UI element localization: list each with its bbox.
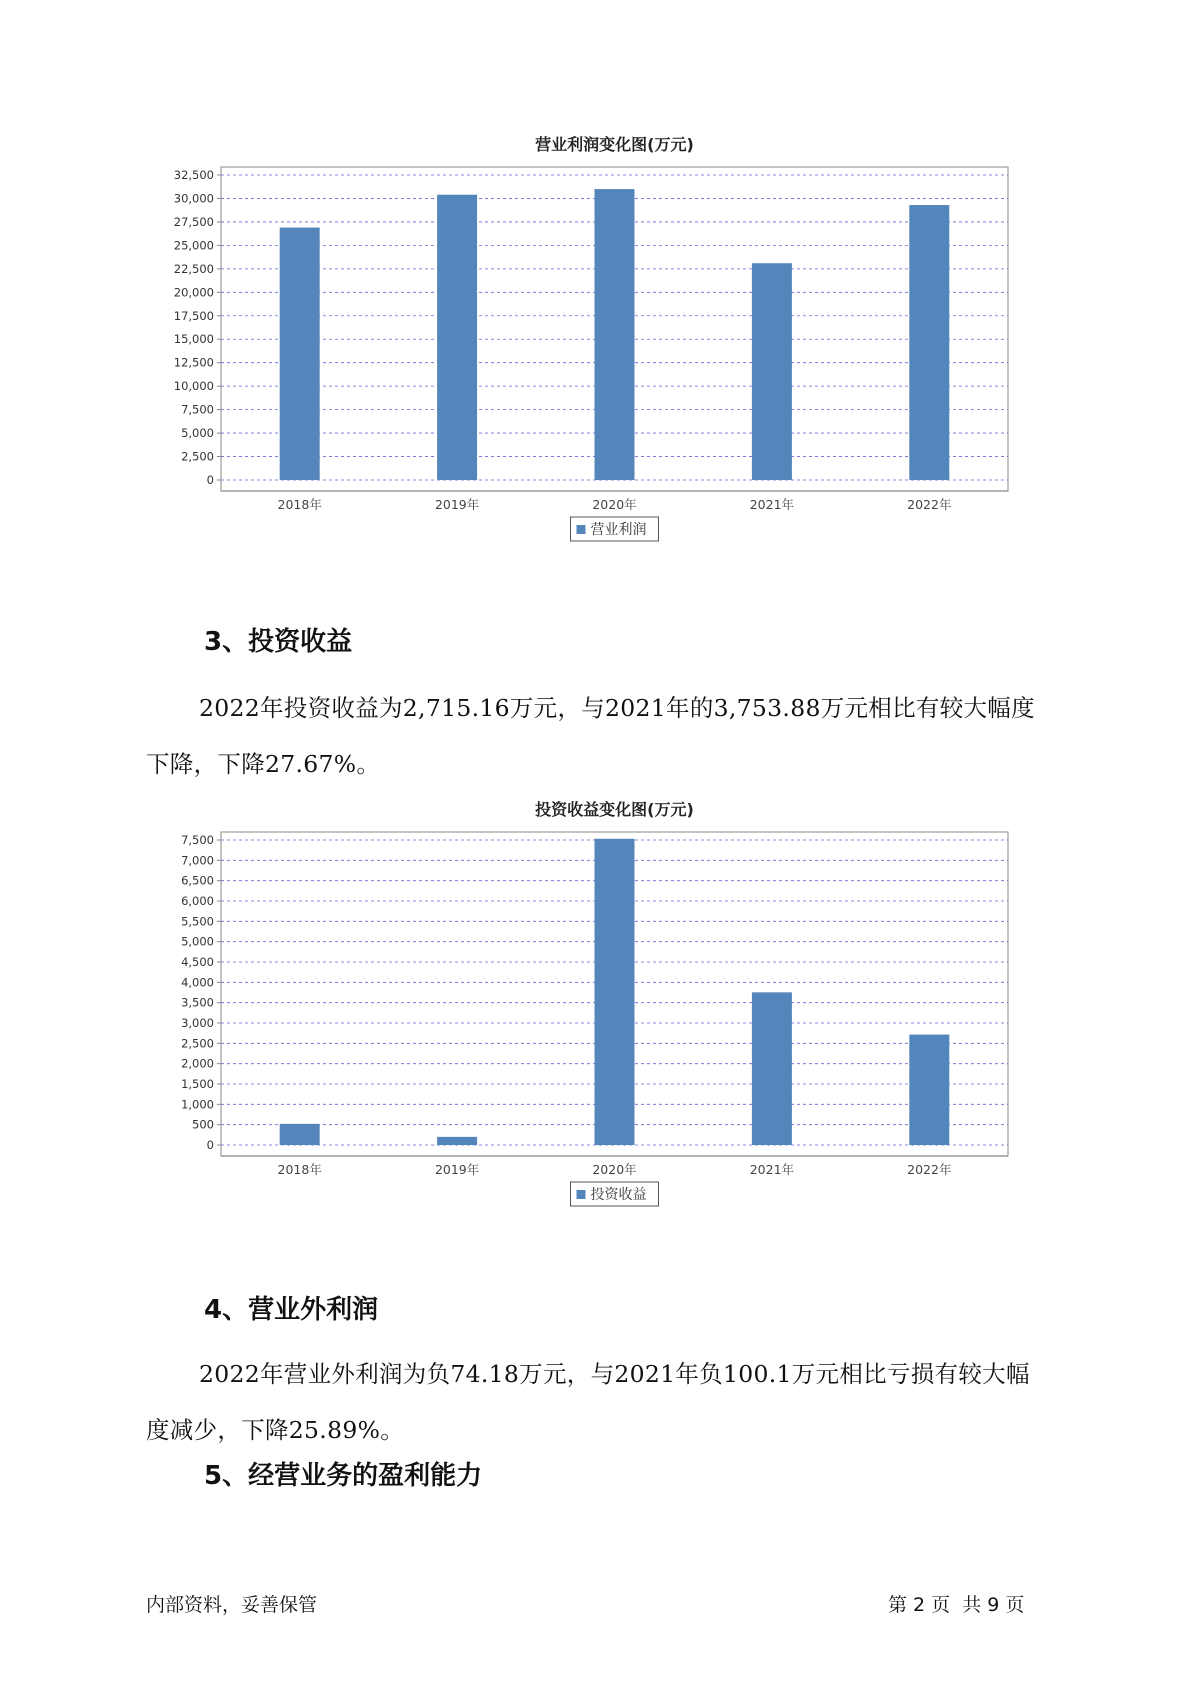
y-tick-label: 30,000 bbox=[173, 191, 214, 206]
bar-2022年 bbox=[909, 1035, 949, 1145]
y-tick-label: 1,000 bbox=[181, 1097, 214, 1112]
y-tick-label: 25,000 bbox=[173, 238, 214, 253]
x-tick-label: 2019年 bbox=[434, 497, 480, 512]
y-tick-label: 6,500 bbox=[181, 873, 214, 888]
bar-2020年 bbox=[595, 839, 635, 1145]
footer-confidential: 内部资料，妥善保管 bbox=[146, 1594, 318, 1616]
chart-legend bbox=[571, 517, 659, 541]
section-4-heading: 4、营业外利润 bbox=[204, 1295, 379, 1325]
y-tick-label: 7,000 bbox=[181, 853, 214, 868]
bar-2021年 bbox=[752, 263, 792, 480]
bar-2020年 bbox=[595, 189, 635, 480]
x-tick-label: 2021年 bbox=[749, 1162, 795, 1177]
y-tick-label: 500 bbox=[192, 1117, 214, 1132]
y-tick-label: 22,500 bbox=[173, 261, 214, 276]
x-tick-label: 2020年 bbox=[592, 1162, 637, 1177]
y-tick-label: 4,500 bbox=[181, 955, 214, 969]
bar-2019年 bbox=[437, 195, 477, 480]
chart-legend bbox=[571, 1182, 659, 1206]
y-tick-label: 32,500 bbox=[173, 168, 214, 182]
y-tick-label: 0 bbox=[206, 473, 214, 487]
section-5-heading: 5、经营业务的盈利能力 bbox=[204, 1461, 483, 1491]
legend-label: 投资收益 bbox=[590, 1187, 647, 1203]
x-tick-label: 2021年 bbox=[749, 497, 795, 512]
y-tick-label: 20,000 bbox=[173, 285, 214, 300]
y-tick-label: 7,500 bbox=[181, 833, 214, 847]
y-tick-label: 5,000 bbox=[181, 934, 214, 949]
x-tick-label: 2018年 bbox=[277, 497, 322, 512]
bar-2019年 bbox=[437, 1137, 477, 1145]
y-tick-label: 12,500 bbox=[173, 355, 214, 370]
y-tick-label: 10,000 bbox=[173, 379, 214, 394]
y-tick-label: 7,500 bbox=[181, 402, 214, 417]
investment-income-chart bbox=[150, 790, 1030, 1260]
section-3-paragraph: 2022年投资收益为2,715.16万元，与2021年的3,753.88万元相比有较大幅度下降，下降27.67%。 bbox=[146, 694, 1035, 778]
operating-profit-chart bbox=[150, 125, 1030, 595]
bar-2018年 bbox=[280, 1124, 320, 1145]
y-tick-label: 4,000 bbox=[181, 975, 214, 990]
y-tick-label: 27,500 bbox=[173, 214, 214, 229]
y-tick-label: 0 bbox=[206, 1138, 214, 1152]
chart-title: 营业利润变化图(万元) bbox=[535, 135, 694, 154]
y-tick-label: 5,000 bbox=[181, 426, 214, 441]
y-tick-label: 15,000 bbox=[173, 332, 214, 347]
y-tick-label: 3,500 bbox=[181, 995, 214, 1010]
x-tick-label: 2018年 bbox=[277, 1162, 322, 1177]
y-tick-label: 1,500 bbox=[181, 1077, 214, 1091]
y-tick-label: 5,500 bbox=[181, 914, 214, 929]
x-tick-label: 2020年 bbox=[592, 497, 637, 512]
chart-title: 投资收益变化图(万元) bbox=[535, 800, 694, 819]
x-tick-label: 2022年 bbox=[907, 497, 952, 512]
y-tick-label: 2,500 bbox=[181, 449, 214, 464]
legend-swatch bbox=[577, 525, 586, 534]
footer-page-number: 第 2 页 共 9 页 bbox=[888, 1594, 1025, 1616]
bar-2018年 bbox=[280, 228, 320, 480]
legend-label: 营业利润 bbox=[590, 522, 647, 538]
bar-2021年 bbox=[752, 992, 792, 1145]
y-tick-label: 17,500 bbox=[173, 308, 214, 323]
y-tick-label: 3,000 bbox=[181, 1016, 214, 1030]
section-4-paragraph: 2022年营业外利润为负74.18万元，与2021年负100.1万元相比亏损有较大幅度减少，下降25.89%。 bbox=[146, 1360, 1030, 1444]
y-tick-label: 2,000 bbox=[181, 1056, 214, 1071]
legend-swatch bbox=[577, 1190, 586, 1199]
y-tick-label: 6,000 bbox=[181, 894, 214, 908]
x-tick-label: 2019年 bbox=[434, 1162, 480, 1177]
section-3-heading: 3、投资收益 bbox=[204, 627, 353, 657]
bar-2022年 bbox=[909, 205, 949, 480]
x-tick-label: 2022年 bbox=[907, 1162, 952, 1177]
y-tick-label: 2,500 bbox=[181, 1036, 214, 1051]
